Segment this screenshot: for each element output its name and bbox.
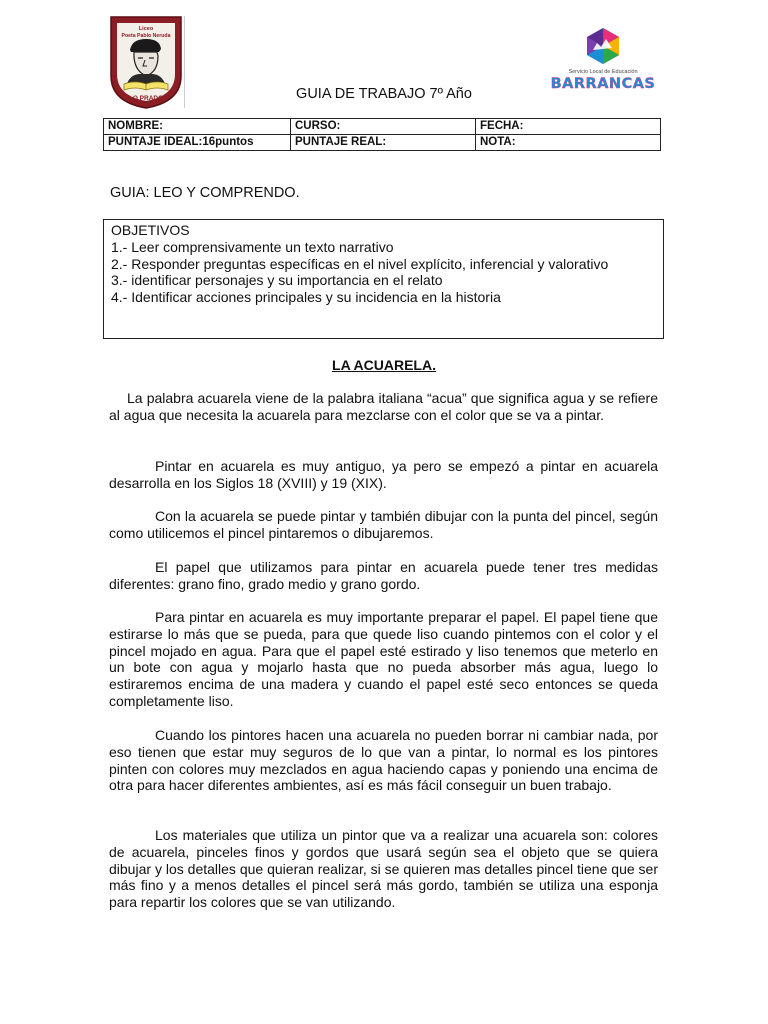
reading-paragraph: Pintar en acuarela es muy antiguo, ya pero se empezó a pintar en acuarela desarrolla en los Siglos 18 (XVIII) y 19 (XIX). — [109, 458, 658, 491]
region-logo-subtitle: Servicio Local de Educación — [568, 69, 638, 75]
reading-paragraph: El papel que utilizamos para pintar en acuarela puede tener tres medidas diferentes: grano fino, grado medio y grano gordo. — [109, 559, 658, 592]
crest-top-text: Liceo — [138, 26, 154, 32]
hexagon-emblem-icon — [587, 28, 619, 64]
guide-title: GUIA: LEO Y COMPRENDO. — [110, 185, 300, 201]
ideal-score-cell: PUNTAJE IDEAL:16puntos — [104, 135, 291, 151]
crest-bottom-text: LO PRADO — [128, 95, 164, 102]
date-field[interactable]: FECHA: — [476, 119, 661, 135]
reading-paragraph: Los materiales que utiliza un pintor que va a realizar una acuarela son: colores de acuarela, pinceles finos y gordos que usará según sea el objeto que se quiera dibujar y los detalles que quieran realizar, si se quieren mas detalles pincel tiene que ser más fino y a menos detalles el pincel será más gordo, también se utiliza una esponja para repartir los colores que se van utilizando. — [109, 827, 658, 911]
objectives-heading: OBJETIVOS — [111, 222, 190, 238]
objective-item: 3.- identificar personajes y su importancia en el relato — [111, 272, 443, 289]
name-field[interactable]: NOMBRE: — [104, 119, 291, 135]
table-row — [104, 135, 661, 151]
reading-paragraph: Para pintar en acuarela es muy importante preparar el papel. El papel tiene que estirarse lo más que se pueda, para que quede liso cuando pintemos con el color y el pincel mojado en agua. Para que el papel esté estirado y liso tenemos que meterlo en un bote con agua y mojarlo hasta que no pueda absorber más agua, luego lo estiraremos encima de una madera y cuando el papel esté seco entonces se queda completamente liso. — [109, 609, 658, 709]
objective-item: 2.- Responder preguntas específicas en el nivel explícito, inferencial y valorativo — [111, 255, 609, 272]
reading-title: LA ACUARELA. — [332, 357, 436, 373]
objective-item: 1.- Leer comprensivamente un texto narrativo — [111, 238, 394, 255]
crest-name-text: Poeta Pablo Neruda — [121, 33, 171, 39]
table-row — [104, 119, 661, 135]
reading-paragraph: La palabra acuarela viene de la palabra italiana “acua” que significa agua y se refiere al agua que necesita la acuarela para mezclarse con el color que se va a pintar. — [109, 390, 658, 423]
real-score-field[interactable]: PUNTAJE REAL: — [291, 135, 476, 151]
reading-paragraph: Cuando los pintores hacen una acuarela no pueden borrar ni cambiar nada, por eso tienen que estar muy seguros de lo que van a pintar, lo normal es los pintores pinten con colores muy mezclados en agua haciendo capas y poniendo una encima de otra para hacer diferentes ambientes, así es más fácil conseguir un buen trabajo. — [109, 727, 658, 794]
course-field[interactable]: CURSO: — [291, 119, 476, 135]
reading-paragraph: Con la acuarela se puede pintar y también dibujar con la punta del pincel, según como utilicemos el pincel pintaremos o dibujaremos. — [109, 508, 658, 541]
grade-field[interactable]: NOTA: — [476, 135, 661, 151]
student-info-table — [103, 118, 661, 151]
objective-item: 4.- Identificar acciones principales y su incidencia en la historia — [111, 289, 501, 306]
worksheet-title: GUIA DE TRABAJO 7º Año — [296, 86, 472, 102]
region-logo-name: BARRANCAS — [550, 76, 656, 92]
objectives-box — [103, 219, 664, 339]
